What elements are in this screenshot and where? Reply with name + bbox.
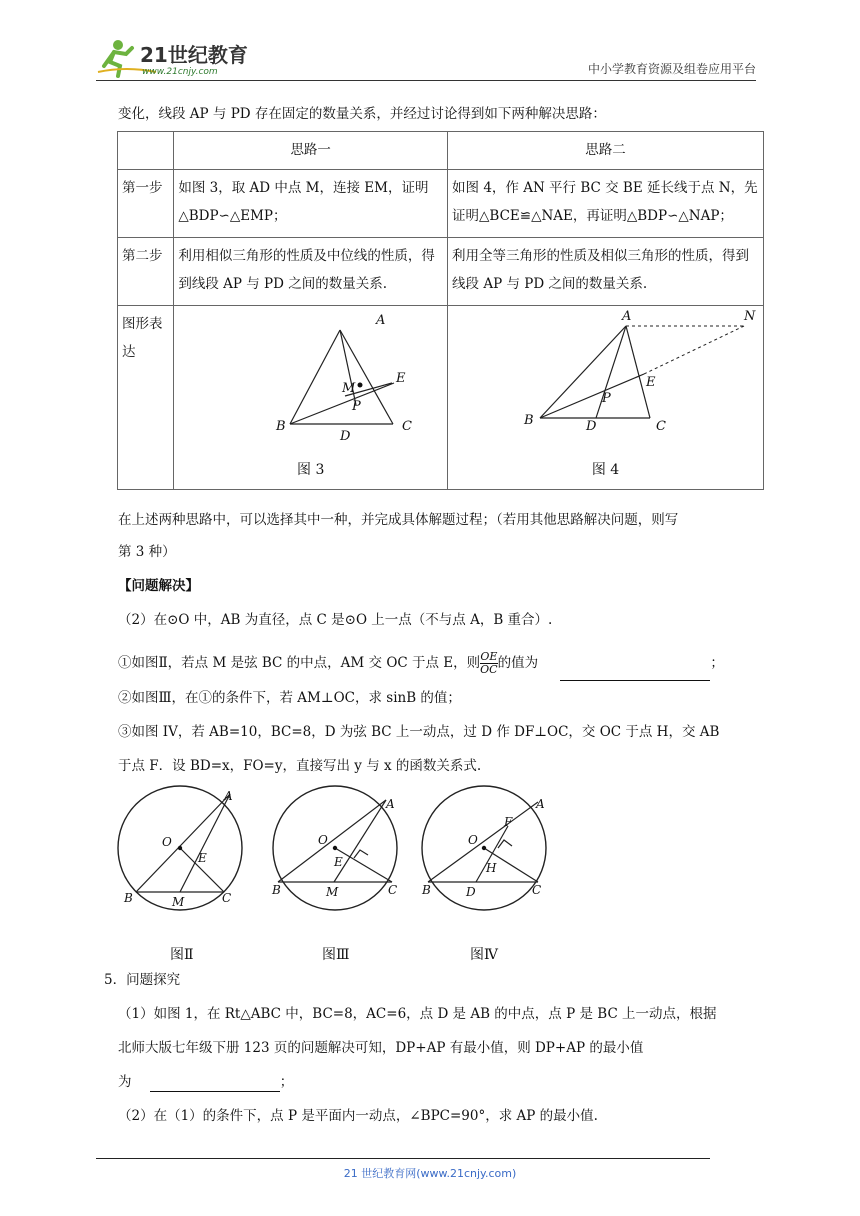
question-5-part-1-line-2: 北师大版七年级下册 123 页的问题解决可知，DP+AP 有最小值，则 DP+AP 的最小值 (118, 1040, 644, 1056)
after-table-line-2: 第 3 种） (118, 544, 176, 560)
question-5-part-2: （2）在（1）的条件下，点 P 是平面内一动点，∠BPC=90°，求 AP 的最小值. (118, 1108, 598, 1124)
after-table-line-1: 在上述两种思路中，可以选择其中一种，并完成具体解题过程；（若用其他思路解决问题，则写 (118, 512, 679, 528)
label-M: M (342, 381, 356, 396)
label-B: B (276, 419, 286, 434)
row-label-step-2: 第二步 (118, 238, 174, 306)
figure-III-diagram (271, 786, 397, 910)
question-2-part-2: ②如图Ⅲ，在①的条件下，若 AM⊥OC，求 sinB 的值； (118, 690, 461, 706)
solution-approach-table (117, 131, 764, 490)
figure-IV-caption: 图Ⅳ (470, 947, 498, 963)
label-E: E (396, 371, 406, 386)
fig2-label-A: A (224, 789, 233, 803)
figure-4-caption: 图 4 (591, 462, 620, 478)
fig3-label-E: E (334, 855, 343, 869)
question-2: （2）在⊙O 中，AB 为直径，点 C 是⊙O 上一点（不与点 A，B 重合）. (118, 612, 553, 628)
fig2-label-M: M (172, 895, 185, 909)
header-platform-text: 中小学教育资源及组卷应用平台 (587, 62, 756, 76)
answer-blank-2[interactable] (150, 1075, 280, 1092)
label-P: P (602, 391, 611, 406)
answer-blank-1[interactable] (560, 664, 710, 681)
fig2-label-E: E (198, 851, 207, 865)
figure-IV-diagram (421, 786, 546, 910)
step-2-approach-1: 利用相似三角形的性质及中位线的性质，得到线段 AP 与 PD 之间的数量关系. (174, 238, 448, 306)
fig3-label-B: B (272, 883, 281, 897)
label-P: P (352, 399, 362, 414)
fig4-label-F: F (504, 815, 513, 829)
fig2-label-O: O (162, 835, 172, 849)
q5-1-c-text: 为 (118, 1074, 132, 1090)
table-header-approach-1: 思路一 (174, 132, 448, 170)
label-N: N (744, 309, 756, 324)
figure-3-diagram (174, 306, 437, 456)
fig3-label-M: M (326, 885, 339, 899)
label-D: D (340, 429, 351, 444)
row-label-step-1: 第一步 (118, 170, 174, 238)
fig4-label-H: H (486, 861, 497, 875)
footer-text: 21 世纪教育网(www.21cnjy.com) (343, 1167, 517, 1180)
label-B: B (524, 413, 534, 428)
figure-III-caption: 图Ⅲ (322, 947, 350, 963)
fig2-label-C: C (222, 891, 232, 905)
label-E: E (646, 375, 656, 390)
header-divider (96, 80, 756, 81)
q2-1-text-b: 的值为 (497, 655, 539, 671)
intro-line: 变化，线段 AP 与 PD 存在固定的数量关系，并经过讨论得到如下两种解决思路： (118, 106, 606, 122)
table-header-approach-2: 思路二 (448, 132, 764, 170)
figure-4-cell (448, 306, 764, 490)
fig4-label-D: D (466, 885, 476, 899)
figure-3-cell (174, 306, 448, 490)
figure-II-diagram (118, 786, 242, 910)
fig3-label-A: A (386, 797, 395, 811)
step-1-approach-2: 如图 4，作 AN 平行 BC 交 BE 延长线于点 N，先证明△BCE≌△NAE，再证明△BDP∽△NAP； (448, 170, 764, 238)
row-label-figure: 图形表达 (118, 306, 174, 490)
fig4-label-A: A (536, 797, 545, 811)
ratio-fraction (480, 651, 497, 676)
fig4-label-B: B (422, 883, 431, 897)
label-A: A (376, 313, 386, 328)
question-5-part-1-line-3: 为 ； (118, 1074, 294, 1090)
fig4-label-O: O (468, 833, 478, 847)
fig2-label-B: B (124, 891, 133, 905)
logo-text: 21世纪教育 (140, 43, 248, 67)
label-D: D (586, 419, 597, 434)
step-2-approach-2: 利用全等三角形的性质及相似三角形的性质，得到线段 AP 与 PD 之间的数量关系. (448, 238, 764, 306)
midpoint-m-dot (358, 383, 363, 388)
question-2-part-1: ①如图Ⅱ，若点 M 是弦 BC 的中点，AM 交 OC 于点 E，则 $\frac{OE}{OC}$ 的值为 ； (118, 645, 724, 681)
figure-3-caption: 图 3 (297, 462, 325, 478)
figure-II-caption: 图Ⅱ (170, 947, 194, 963)
footer-divider (96, 1158, 710, 1159)
fraction-numerator: OE (480, 650, 498, 663)
q2-1-text-a: ①如图Ⅱ，若点 M 是弦 BC 的中点，AM 交 OC 于点 E，则 (118, 655, 481, 671)
question-2-part-3-line-1: ③如图 IV，若 AB=10，BC=8，D 为弦 BC 上一动点，过 D 作 DF⊥OC，交 OC 于点 H，交 AB (118, 724, 720, 740)
label-C: C (656, 419, 666, 434)
circle-figures (110, 786, 560, 916)
step-1-approach-1: 如图 3，取 AD 中点 M，连接 EM，证明△BDP∽△EMP； (174, 170, 448, 238)
figure-4-diagram (448, 306, 756, 456)
section-title: 【问题解决】 (118, 578, 199, 594)
logo-url-text: www.21cnjy.com (142, 67, 218, 77)
fraction-denominator: OC (480, 663, 498, 676)
table-corner (118, 132, 174, 170)
label-C: C (402, 419, 413, 434)
label-A: A (622, 309, 632, 324)
site-logo (96, 36, 266, 80)
question-5-part-1-line-1: （1）如图 1，在 Rt△ABC 中，BC=8，AC=6，点 D 是 AB 的中点，点 P 是 BC 上一动点，根据 (118, 1006, 717, 1022)
fig3-label-O: O (318, 833, 328, 847)
fig4-label-C: C (532, 883, 542, 897)
fig3-label-C: C (388, 883, 398, 897)
question-2-part-3-line-2: 于点 F．设 BD=x，FO=y，直接写出 y 与 x 的函数关系式. (118, 758, 482, 774)
question-5-title: 5．问题探究 (104, 972, 181, 988)
